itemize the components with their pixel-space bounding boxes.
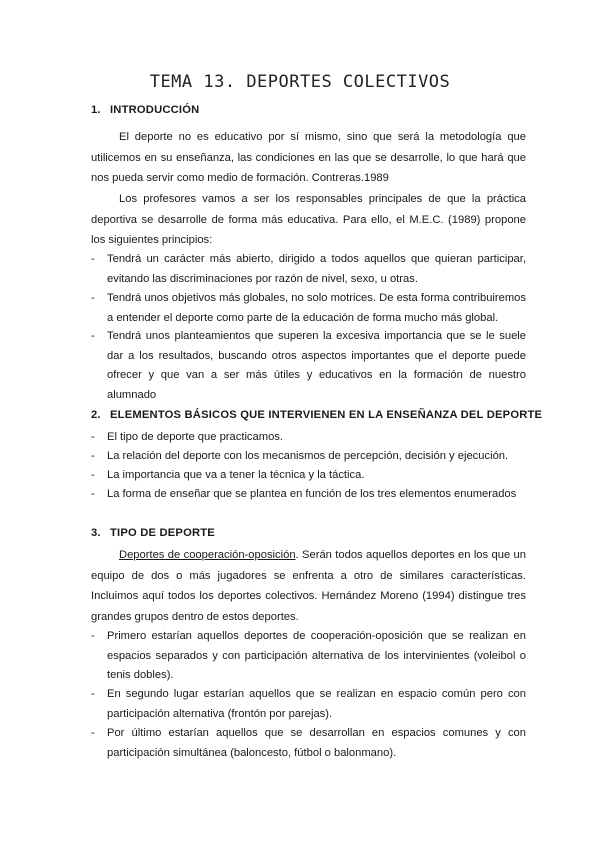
section-heading-tipo-de-deporte xyxy=(91,527,215,539)
section-title: TIPO DE DEPORTE xyxy=(110,527,215,539)
bullet-dash: - xyxy=(91,330,95,342)
bullet-dash: - xyxy=(91,292,95,304)
list-item xyxy=(91,485,526,505)
bullet-dash: - xyxy=(91,688,95,700)
section-heading-elementos xyxy=(91,409,542,421)
list-item xyxy=(91,724,526,763)
bullet-dash: - xyxy=(91,488,95,500)
paragraph: El deporte no es educativo por sí mismo, sino que será la metodología que utilicemos en su enseñanza, las condiciones en las que se desarrolle, lo que hará que nos pueda servir como medio de formación. Contreras.1989 xyxy=(91,131,526,184)
list-item-text: El tipo de deporte que practicamos. xyxy=(107,431,283,443)
list-item xyxy=(91,447,526,467)
list-item-text: Por último estarían aquellos que se desarrollan en espacios comunes y con participación simultánea (baloncesto, fútbol o balonmano). xyxy=(107,727,526,759)
list-item-text: En segundo lugar estarían aquellos que se realizan en espacio común pero con participación alternativa (frontón por parejas). xyxy=(107,688,526,720)
paragraph: Los profesores vamos a ser los responsables principales de que la práctica deportiva se desarrolle de forma más educativa. Para ello, el M.E.C. (1989) propone los siguientes principios: xyxy=(91,193,526,246)
section-title: ELEMENTOS BÁSICOS QUE INTERVIENEN EN LA ENSEÑANZA DEL DEPORTE xyxy=(110,409,543,421)
underlined-term: Deportes de cooperación-oposición xyxy=(119,549,296,561)
bullet-dash: - xyxy=(91,727,95,739)
section-number: 1. xyxy=(91,104,101,116)
paragraph xyxy=(91,545,526,627)
bullet-dash: - xyxy=(91,253,95,265)
list-item xyxy=(91,428,526,448)
bullet-dash: - xyxy=(91,469,95,481)
list-item-text: Tendrá unos planteamientos que superen la excesiva importancia que se le suele dar a los resultados, buscando otros aspectos importantes que el deporte puede ofrecer y que van a ser más útiles y educativos en la formación de nuestro alumnado xyxy=(107,330,526,401)
list-item xyxy=(91,327,526,405)
list-item-text: Tendrá unos objetivos más globales, no solo motrices. De esta forma contribuiremos a entender el deporte como parte de la educación de forma mucho más global. xyxy=(107,292,526,324)
bullet-dash: - xyxy=(91,450,95,462)
section-heading-introduccion xyxy=(91,104,199,116)
bullet-dash: - xyxy=(91,630,95,642)
list-item-text: La relación del deporte con los mecanismos de percepción, decisión y ejecución. xyxy=(107,450,509,462)
list-item-text: Primero estarían aquellos deportes de cooperación-oposición que se realizan en espacios separados y con participación alternativa de los intervinientes (voleibol o tenis dobles). xyxy=(107,630,526,681)
section-title: INTRODUCCIÓN xyxy=(110,104,200,116)
bullet-dash: - xyxy=(91,431,95,443)
list-item-text: Tendrá un carácter más abierto, dirigido a todos aquellos que quieran participar, evitando las discriminaciones por razón de nivel, sexo, u otras. xyxy=(107,253,526,285)
section-number: 2. xyxy=(91,409,101,421)
section-number: 3. xyxy=(91,527,101,539)
page-title: TEMA 13. DEPORTES COLECTIVOS xyxy=(149,72,451,92)
list-item xyxy=(91,289,526,328)
list-item xyxy=(91,466,526,486)
list-item-text: La forma de enseñar que se plantea en función de los tres elementos enumerados xyxy=(107,488,517,500)
list-item xyxy=(91,627,526,686)
paragraph-text: . Serán todos aquellos deportes en los que un equipo de dos o más jugadores se enfrenta a otro de similares características. Incluimos aquí todos los deportes colectivos. Hernández Moreno (1994) distingue tres grandes grupos dentro de estos deportes. xyxy=(91,549,526,623)
list-item xyxy=(91,685,526,724)
list-item xyxy=(91,250,526,289)
list-item-text: La importancia que va a tener la técnica y la táctica. xyxy=(107,469,365,481)
